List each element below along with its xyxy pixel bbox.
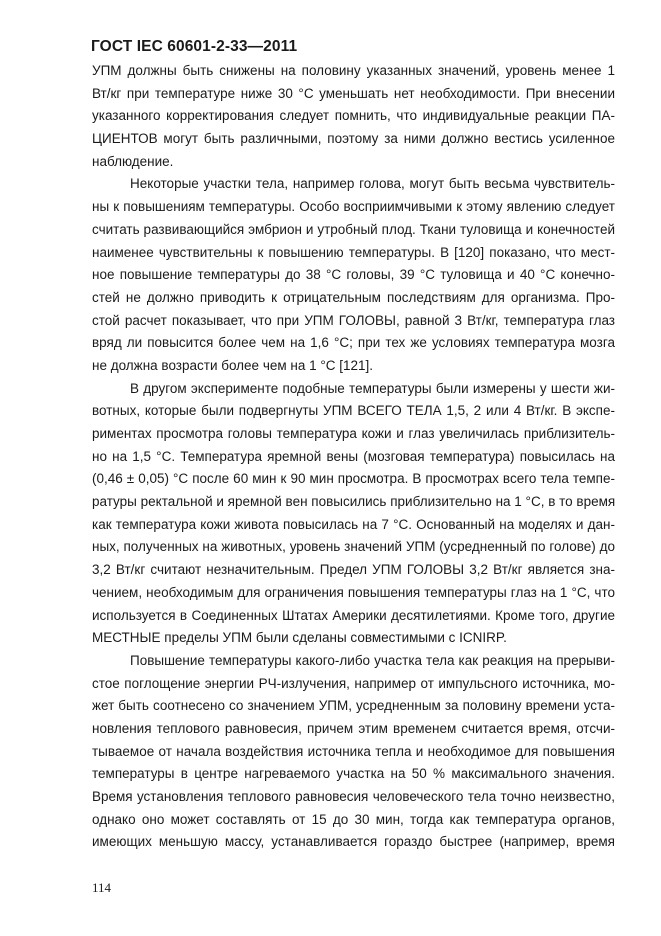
text-line: наблюдение. bbox=[92, 153, 174, 169]
text-line: УПМ должны быть снижены на половину указанных значений, уровень менее 1 bbox=[92, 63, 615, 78]
text-line: но на 1,5 °С. Температура яремной вены (мозговая температура) повысилась на bbox=[92, 448, 615, 464]
text-line: Некоторые участки тела, например голова, могут быть весьма чувствитель- bbox=[130, 176, 615, 192]
paragraph-4 bbox=[92, 650, 615, 854]
text-line: вряд ли повысится более чем на 1,6 °С; при тех же условиях температура мозга bbox=[92, 335, 615, 351]
text-line: ратуры ректальной и яремной вен повысились приблизительно на 1 °С, в то время bbox=[92, 494, 616, 510]
body-text bbox=[92, 60, 615, 854]
text-line: используется в Соединенных Штатах Америки десятилетиями. Кроме того, другие bbox=[92, 607, 615, 623]
text-line: В другом эксперименте подобные температуры были измерены у шести жи- bbox=[130, 380, 615, 396]
text-line: не должна возрасти более чем на 1 °С [121]. bbox=[92, 357, 374, 373]
text-line: МЕСТНЫЕ пределы УПМ были сделаны совместимыми с ICNIRP. bbox=[92, 630, 507, 646]
text-line: ны к повышениям температуры. Особо восприимчивыми к этому явлению следует bbox=[92, 199, 615, 215]
text-line: 3,2 Вт/кг считают незначительным. Предел УПМ ГОЛОВЫ 3,2 Вт/кг является зна- bbox=[92, 562, 615, 578]
text-line: стое поглощение энергии РЧ-излучения, например от импульсного источника, мо- bbox=[92, 675, 615, 691]
text-line: имеющих меньшую массу, устанавливается гораздо быстрее (например, время bbox=[92, 834, 615, 850]
text-line: чением, необходимым для ограничения повышения температуры глаз на 1 °С, что bbox=[92, 584, 615, 600]
standard-header: ГОСТ IEC 60601-2-33—2011 bbox=[91, 38, 298, 55]
text-line: как температура кожи живота повысилась на 7 °С. Основанный на моделях и дан- bbox=[92, 516, 615, 532]
text-line: наименее чувствительны к повышению температуры. В [120] показано, что мест- bbox=[92, 244, 615, 260]
text-line: вотных, которые были подвергнуты УПМ ВСЕГО ТЕЛА 1,5, 2 или 4 Вт/кг. В экспе- bbox=[92, 403, 615, 419]
text-line: стой расчет показывает, что при УПМ ГОЛОВЫ, равной 3 Вт/кг, температура глаз bbox=[92, 312, 615, 328]
text-line: указанного корректирования следует помнить, что индивидуальные реакции ПА- bbox=[92, 108, 615, 124]
text-line: однако оно может составлять от 15 до 30 мин, тогда как температура органов, bbox=[92, 811, 615, 827]
text-line: ЦИЕНТОВ могут быть различными, поэтому за ними должно вестись усиленное bbox=[92, 131, 615, 147]
text-line: Время установления теплового равновесия человеческого тела точно неизвестно, bbox=[92, 789, 615, 804]
text-line: ное повышение температуры до 38 °С головы, 39 °С туловища и 40 °С конечно- bbox=[92, 267, 615, 283]
text-line: риментах просмотра головы температура кожи и глаз увеличилась приблизитель- bbox=[92, 426, 615, 441]
text-line: тываемое от начала воздействия источника тепла и необходимое для повышения bbox=[92, 743, 615, 759]
text-line: (0,46 ± 0,05) °С после 60 мин к 90 мин просмотра. В просмотрах всего тела темпе- bbox=[92, 471, 615, 487]
paragraph-2 bbox=[92, 173, 615, 377]
text-line: Вт/кг при температуре ниже 30 °С уменьшать нет необходимости. При внесении bbox=[92, 85, 615, 101]
text-line: новления теплового равновесия, причем этим временем считается время, отсчи- bbox=[92, 720, 615, 736]
text-line: ных, полученных на животных, уровень значений УПМ (усредненный по голове) до bbox=[92, 539, 615, 555]
paragraph-3 bbox=[92, 378, 615, 650]
page-number: 114 bbox=[92, 880, 112, 895]
text-line: считать развивающийся эмбрион и утробный плод. Ткани туловища и конечностей bbox=[92, 221, 615, 237]
text-line: стей не должно приводить к отрицательным последствиям для организма. Про- bbox=[92, 289, 615, 305]
text-line: жет быть соотнесено со значением УПМ, усредненным за половину времени уста- bbox=[92, 698, 615, 714]
paragraph-1 bbox=[92, 60, 615, 173]
text-line: Повышение температуры какого-либо участка тела как реакция на прерыви- bbox=[130, 652, 615, 668]
text-line: температуры в центре нагреваемого участка на 50 % максимального значения. bbox=[92, 766, 615, 782]
